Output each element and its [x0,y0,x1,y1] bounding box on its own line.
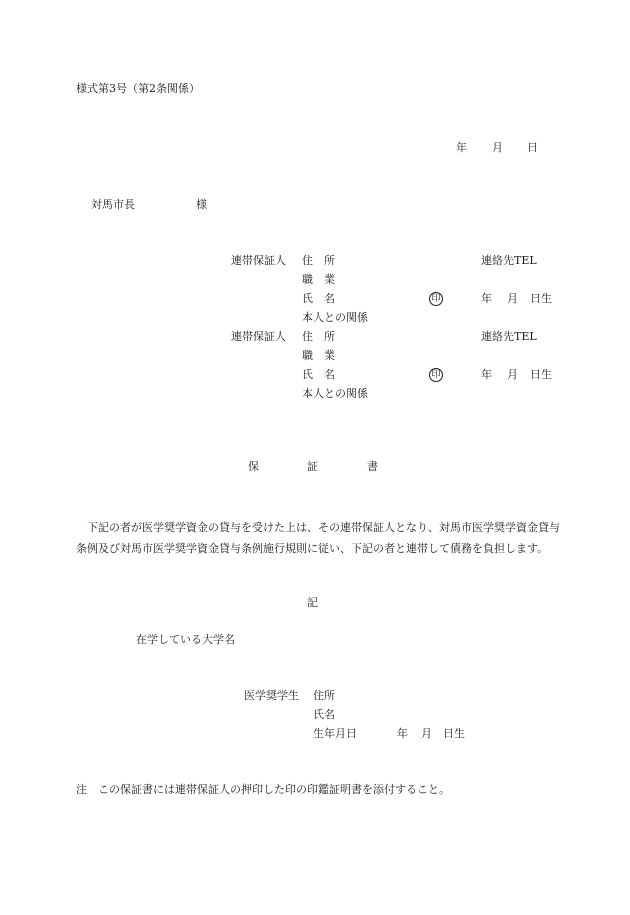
date-year-label: 年 [456,141,467,154]
date-day-label: 日 [527,141,538,154]
guarantor-2-birth-month: 月 [507,368,518,381]
title-char-2: 証 [307,460,318,473]
addressee-name: 対馬市長 [91,198,135,211]
guarantor-1-name-label: 氏 名 [302,292,335,305]
guarantor-1-heading: 連帯保証人 [231,254,286,267]
student-birthdate-label: 生年月日 [313,727,357,740]
title-char-3: 書 [367,460,378,473]
guarantor-1-birth-year: 年 [481,292,492,305]
record-heading: 記 [307,596,318,609]
guarantor-2-name-label: 氏 名 [302,368,335,381]
guarantee-statement: 下記の者が医学奨学資金の貸与を受けた上は、その連帯保証人となり、対馬市医学奨学資金貸与条例及び対馬市医学奨学資金貸与条例施行規則に従い、下記の者と連帯して債務を負担します。 [76,521,560,555]
student-address-label: 住所 [313,689,335,702]
form-number: 様式第3号（第2条関係） [76,82,200,95]
university-label: 在学している大学名 [136,633,235,646]
guarantor-2-phone-label: 連絡先TEL [481,330,537,343]
guarantor-1-seal-mark: 印 [429,292,443,306]
footnote: 注 この保証書には連帯保証人の押印した印の印鑑証明書を添付すること。 [76,783,450,796]
guarantor-2-seal-mark: 印 [429,368,443,382]
guarantor-2-address-label: 住 所 [302,330,335,343]
guarantor-1-birth-month: 月 [507,292,518,305]
student-birth-month: 月 [421,727,432,740]
guarantor-1-relation-label: 本人との関係 [302,311,368,324]
student-name-label: 氏名 [313,708,335,721]
guarantor-1-birth-day: 日生 [530,292,552,305]
guarantor-1-address-label: 住 所 [302,254,335,267]
student-birth-year: 年 [397,727,408,740]
date-month-label: 月 [492,141,503,154]
title-char-1: 保 [248,460,259,473]
guarantor-2-heading: 連帯保証人 [231,330,286,343]
student-heading: 医学奨学生 [244,689,299,702]
guarantor-2-birth-year: 年 [481,368,492,381]
guarantor-1-occupation-label: 職 業 [302,273,335,286]
student-birth-day: 日生 [443,727,465,740]
guarantor-2-birth-day: 日生 [530,368,552,381]
guarantor-2-occupation-label: 職 業 [302,349,335,362]
addressee-honorific: 様 [196,198,207,211]
guarantor-2-relation-label: 本人との関係 [302,387,368,400]
guarantor-1-phone-label: 連絡先TEL [481,254,537,267]
